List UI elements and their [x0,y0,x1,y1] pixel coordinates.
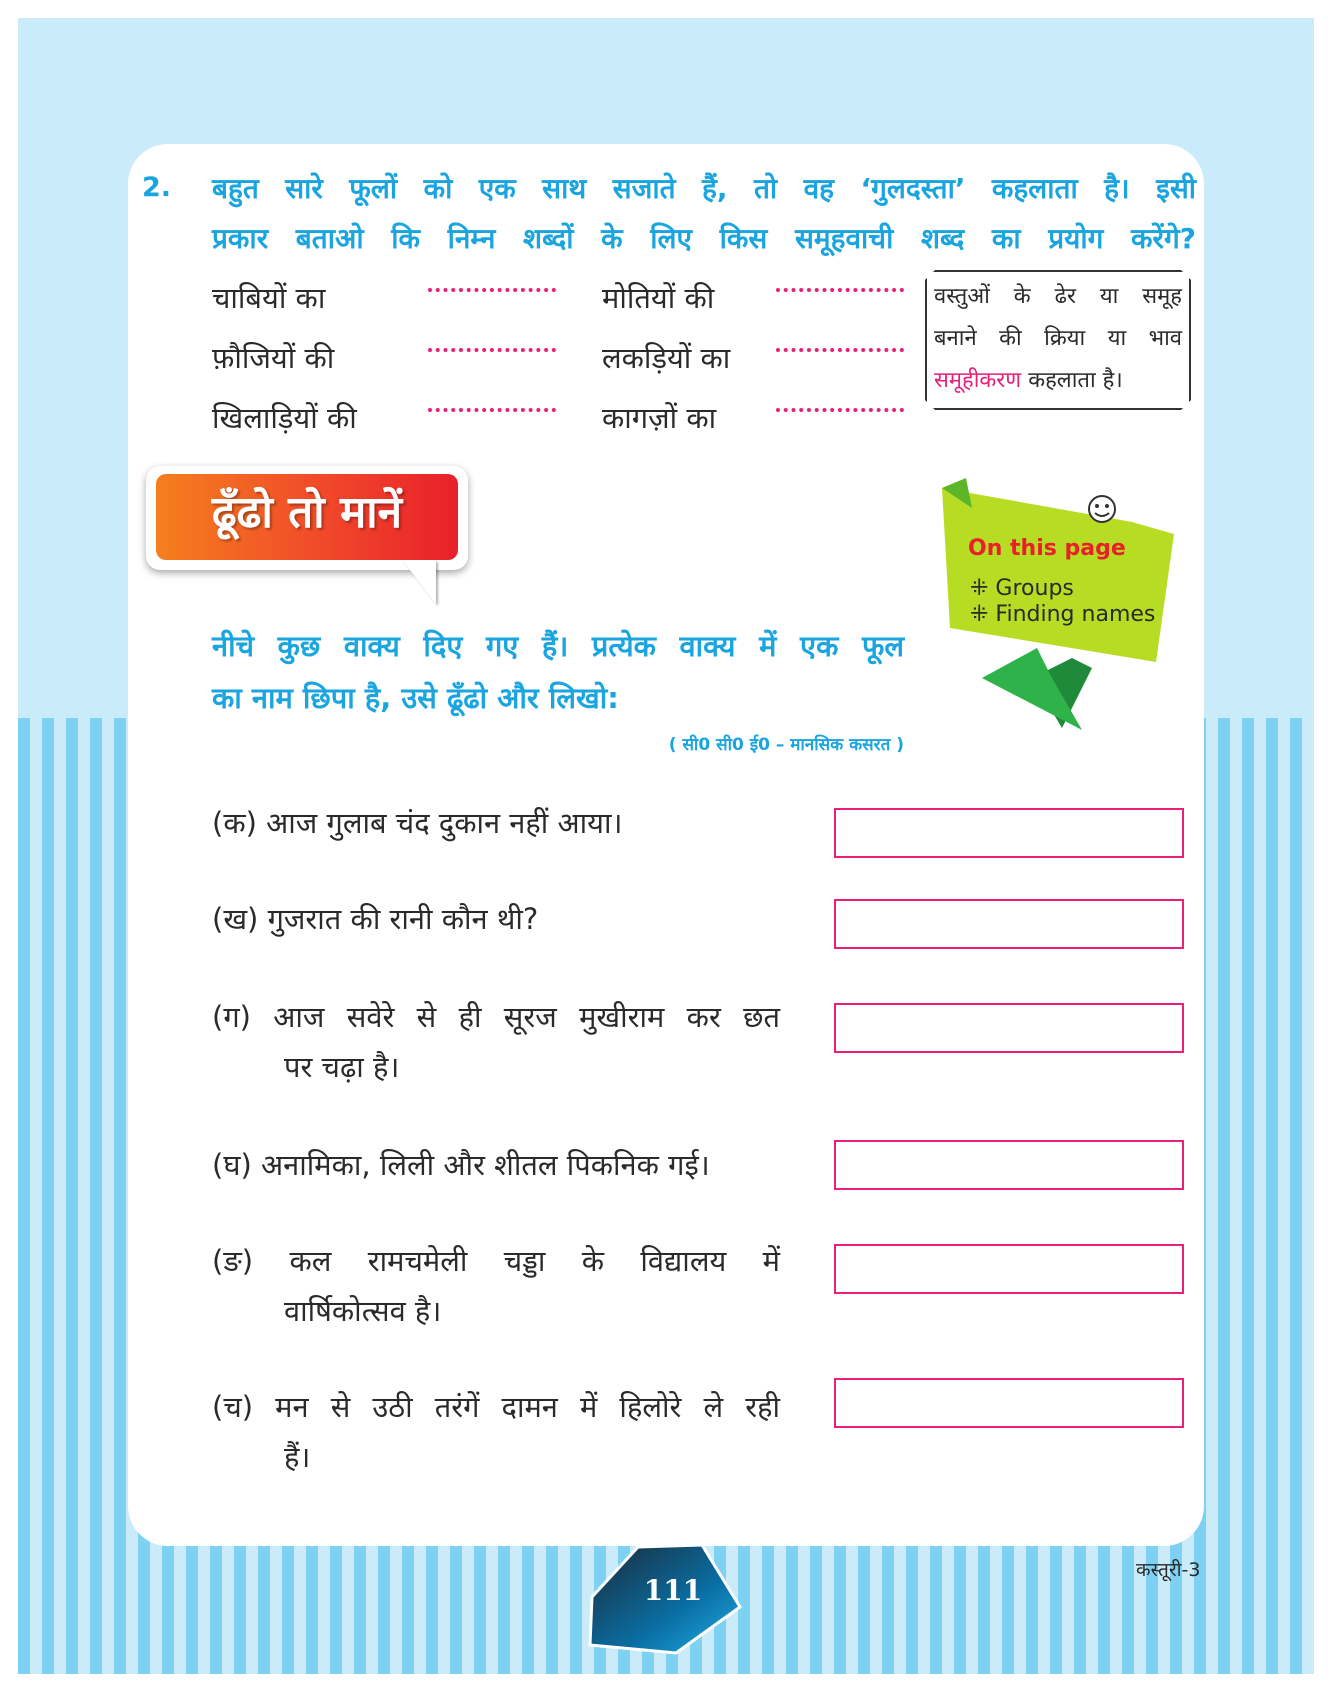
sentence-line [212,894,780,944]
question-line-2: प्रकार बताओ कि निम्न शब्दों के लिए किस समूहवाची शब्द का प्रयोग करेंगे? [212,222,1196,255]
answer-box[interactable] [834,1244,1184,1294]
answer-box[interactable] [834,1378,1184,1428]
answer-dots[interactable] [428,348,556,352]
answer-box[interactable] [834,1003,1184,1053]
sentence-label: (ङ) [212,1244,254,1278]
sentence-line [212,798,780,848]
note-line-2: बनाने की क्रिया या भाव [934,326,1182,351]
sentence-label: (घ) [212,1148,252,1182]
sentence-continuation: हैं। [284,1440,311,1474]
definition-note-text [934,276,1182,402]
sentence-text: आज सवेरे से ही सूरज मुखीराम कर छत [273,1000,780,1034]
answer-box[interactable] [834,899,1184,949]
word-right-2: लकड़ियों का [602,341,731,375]
question-number: 2. [142,172,172,203]
sentence-label: (क) [212,806,257,840]
sentence-item [212,1382,780,1482]
sentence-label: (ग) [212,1000,251,1034]
book-title: कस्तूरी-3 [1136,1559,1201,1581]
instruction-text [212,620,904,724]
sentence-continuation: पर चढ़ा है। [284,1050,400,1084]
question-text [212,164,1196,264]
note-line-3-rest: कहलाता है। [1021,368,1123,393]
sentence-line [212,992,780,1042]
sentence-text: आज गुलाब चंद दुकान नहीं आया। [266,806,623,840]
question-line-1: बहुत सारे फूलों को एक साथ सजाते हैं, तो वह ‘गुलदस्ता’ कहलाता है। इसी [212,172,1196,205]
answer-dots[interactable] [776,288,904,292]
sentence-text: गुजरात की रानी कौन थी? [267,902,539,936]
page-number: 111 [643,1574,703,1607]
sentence-line [212,1236,780,1286]
answer-box[interactable] [834,1140,1184,1190]
note-highlight-term: समूहीकरण [934,368,1022,393]
answer-dots[interactable] [776,348,904,352]
sentence-item [212,798,780,848]
sentence-line [212,1382,780,1432]
sentence-text: अनामिका, लिली और शीतल पिकनिक गई। [261,1148,710,1182]
word-left-3: खिलाड़ियों की [212,401,357,435]
sentence-label: (ख) [212,902,259,936]
sentence-item [212,894,780,944]
sentence-text: मन से उठी तरंगें दामन में हिलोरे ले रही [275,1390,781,1424]
sentence-continuation: वार्षिकोत्सव है। [284,1294,442,1328]
flag-item-finding-names: ⁜ Finding names [970,602,1156,627]
sentence-label: (च) [212,1390,254,1424]
word-right-1: मोतियों की [602,281,715,315]
answer-dots[interactable] [428,288,556,292]
note-line-1: वस्तुओं के ढेर या समूह [934,284,1182,309]
instruction-source: ( सी0 सी0 ई0 – मानसिक कसरत ) [668,735,904,755]
note-line-3 [934,360,1182,402]
sentence-item [212,1140,780,1190]
word-left-2: फ़ौजियों की [212,341,335,375]
instruction-line-1: नीचे कुछ वाक्य दिए गए हैं। प्रत्येक वाक्य में एक फूल [212,629,904,663]
flag-item-groups: ⁜ Groups [970,576,1074,601]
instruction-line-2: का नाम छिपा है, उसे ढूँढो और लिखो: [212,681,619,715]
answer-dots[interactable] [428,408,556,412]
word-left-1: चाबियों का [212,281,326,315]
flag-title: On this page [968,536,1126,561]
sentence-text: कल रामचमेली चड्डा के विद्यालय में [289,1244,780,1278]
sentence-item [212,992,780,1092]
sentence-line [212,1140,780,1190]
sentence-item [212,1236,780,1336]
speech-bubble-tail [402,560,436,604]
smiley-icon [1089,496,1115,522]
word-right-3: कागज़ों का [602,401,717,435]
answer-dots[interactable] [776,408,904,412]
section-banner-title: ढूँढो तो मानें [211,487,403,538]
answer-box[interactable] [834,808,1184,858]
